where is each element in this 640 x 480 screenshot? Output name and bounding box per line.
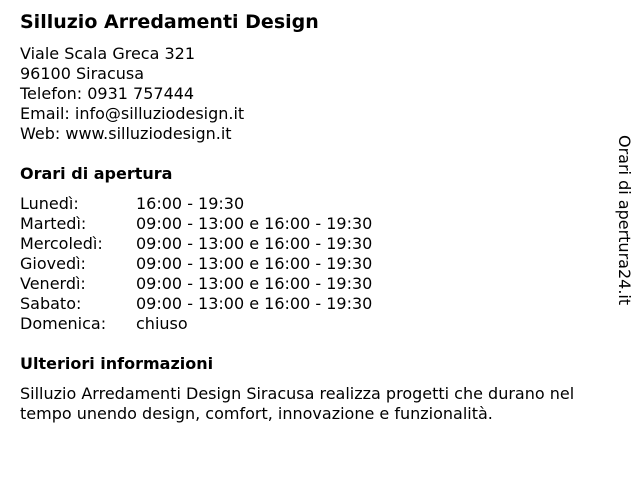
email-line: Email: info@silluziodesign.it xyxy=(20,104,245,123)
web-line: Web: www.silluziodesign.it xyxy=(20,124,232,143)
hours-row-saturday xyxy=(20,294,372,314)
opening-hours-heading: Orari di apertura xyxy=(20,164,173,183)
hours-row-wednesday xyxy=(20,234,372,254)
day-label: Mercoledì: xyxy=(20,234,103,253)
city-line: 96100 Siracusa xyxy=(20,64,145,83)
day-label: Martedì: xyxy=(20,214,87,233)
phone-line: Telefon: 0931 757444 xyxy=(20,84,195,103)
time-value: 09:00 - 13:00 e 16:00 - 19:30 xyxy=(136,214,373,233)
time-value: chiuso xyxy=(136,314,188,333)
more-info-text: Silluzio Arredamenti Design Siracusa realizza progetti che durano nel tempo unendo design, comfort, innovazione e funzionalità. xyxy=(20,384,575,423)
side-brand-watermark: Orari di apertura24.it xyxy=(615,135,634,306)
hours-row-monday xyxy=(20,194,372,214)
day-label: Sabato: xyxy=(20,294,82,313)
hours-row-sunday xyxy=(20,314,372,334)
time-value: 09:00 - 13:00 e 16:00 - 19:30 xyxy=(136,294,373,313)
time-value: 09:00 - 13:00 e 16:00 - 19:30 xyxy=(136,254,373,273)
time-value: 09:00 - 13:00 e 16:00 - 19:30 xyxy=(136,234,373,253)
hours-row-tuesday xyxy=(20,214,372,234)
time-value: 16:00 - 19:30 xyxy=(136,194,245,213)
day-label: Venerdì: xyxy=(20,274,86,293)
hours-row-friday xyxy=(20,274,372,294)
day-label: Domenica: xyxy=(20,314,107,333)
street-line: Viale Scala Greca 321 xyxy=(20,44,196,63)
time-value: 09:00 - 13:00 e 16:00 - 19:30 xyxy=(136,274,373,293)
business-address xyxy=(20,44,244,144)
day-label: Giovedì: xyxy=(20,254,86,273)
business-name: Silluzio Arredamenti Design xyxy=(20,11,319,33)
hours-row-thursday xyxy=(20,254,372,274)
opening-hours-table xyxy=(20,194,372,334)
more-info-heading: Ulteriori informazioni xyxy=(20,354,214,373)
day-label: Lunedì: xyxy=(20,194,79,213)
